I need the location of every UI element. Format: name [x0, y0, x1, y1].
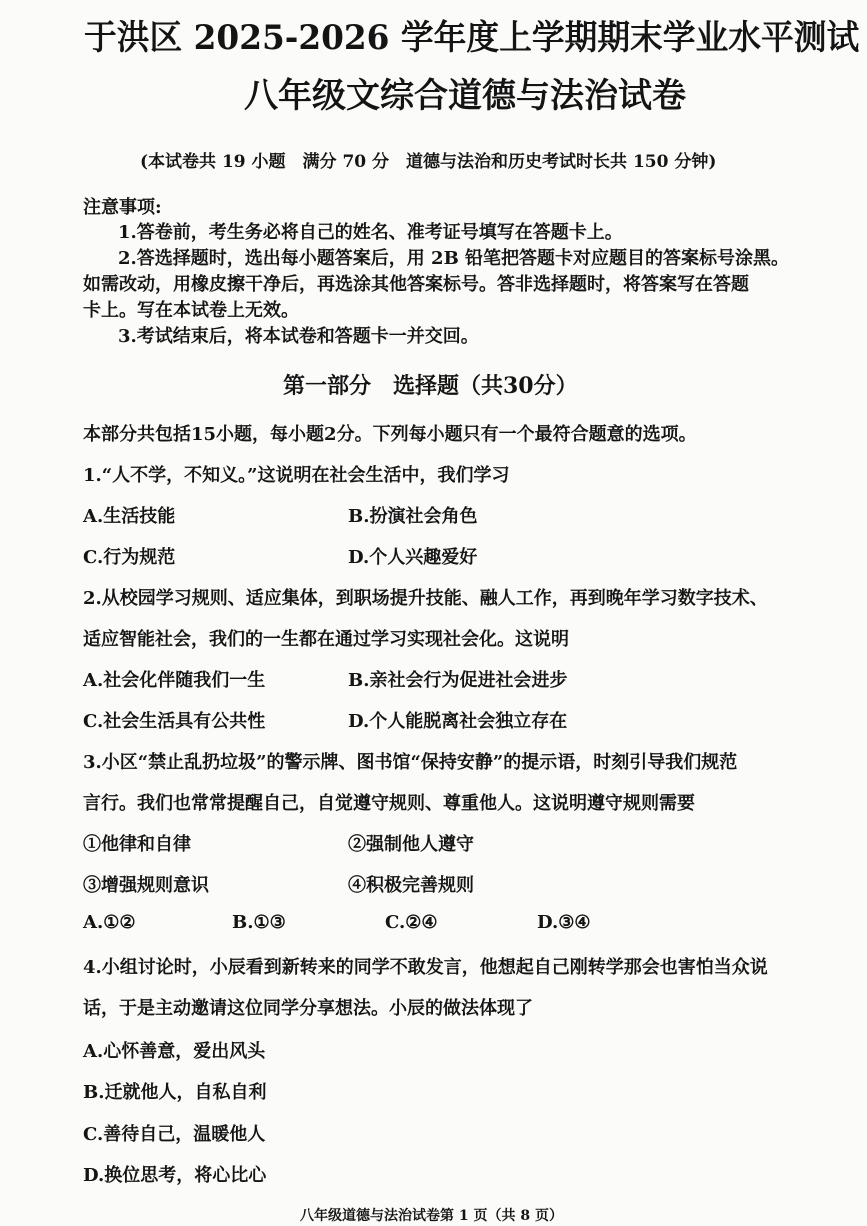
question-stem: 4.小组讨论时，小辰看到新转来的同学不敢发言，他想起自己刚转学那会也害怕当众说 [83, 957, 768, 978]
option-c: C.②④ [385, 912, 438, 933]
question-stem: 3.小区“禁止乱扔垃圾”的警示牌、图书馆“保持安静”的提示语，时刻引导我们规范 [83, 752, 738, 773]
question-stem: 适应智能社会，我们的一生都在通过学习实现社会化。这说明 [83, 629, 569, 650]
option-c: C.善待自己，温暖他人 [83, 1124, 266, 1145]
question-stem: 1.“人不学，不知义。”这说明在社会生活中，我们学习 [83, 465, 510, 486]
option-d: D.个人兴趣爱好 [348, 547, 478, 568]
statement-4: ④积极完善规则 [348, 875, 474, 896]
question-stem: 2.从校园学习规则、适应集体，到职场提升技能、融人工作，再到晚年学习数字技术、 [83, 588, 768, 609]
option-b: B.扮演社会角色 [348, 506, 478, 527]
option-d: D.③④ [537, 912, 591, 933]
exam-info: (本试卷共 19 小题 满分 70 分 道德与法治和历史考试时长共 150 分钟) [140, 152, 717, 172]
option-b: B.迁就他人，自私自利 [83, 1082, 267, 1103]
exam-subtitle: 八年级文综合道德与法治试卷 [244, 76, 686, 116]
notice-heading: 注意事项: [83, 197, 162, 218]
option-c: C.社会生活具有公共性 [83, 711, 266, 732]
notice-line: 如需改动，用橡皮擦干净后，再选涂其他答案标号。答非选择题时，将答案写在答题 [83, 274, 749, 295]
option-a: A.生活技能 [83, 506, 176, 527]
question-stem: 话，于是主动邀请这位同学分享想法。小辰的做法体现了 [83, 998, 533, 1019]
notice-line: 1.答卷前，考生务必将自己的姓名、准考证号填写在答题卡上。 [118, 222, 623, 243]
option-b: B.①③ [232, 912, 286, 933]
statement-1: ①他律和自律 [83, 834, 191, 855]
notice-line: 卡上。写在本试卷上无效。 [83, 300, 299, 321]
section-title: 第一部分 选择题（共30分） [283, 373, 578, 399]
statement-2: ②强制他人遵守 [348, 834, 474, 855]
option-a: A.①② [83, 912, 136, 933]
option-b: B.亲社会行为促进社会进步 [348, 670, 568, 691]
option-a: A.社会化伴随我们一生 [83, 670, 266, 691]
page-footer: 八年级道德与法治试卷第 1 页（共 8 页） [300, 1208, 563, 1224]
notice-line: 3.考试结束后，将本试卷和答题卡一并交回。 [118, 326, 479, 347]
option-d: D.换位思考，将心比心 [83, 1165, 267, 1186]
option-c: C.行为规范 [83, 547, 176, 568]
question-stem: 言行。我们也常常提醒自己，自觉遵守规则、尊重他人。这说明遵守规则需要 [83, 793, 695, 814]
option-d: D.个人能脱离社会独立存在 [348, 711, 568, 732]
exam-title: 于洪区 2025-2026 学年度上学期期末学业水平测试 [84, 18, 860, 58]
option-a: A.心怀善意，爱出风头 [83, 1041, 266, 1062]
section-intro: 本部分共包括15小题，每小题2分。下列每小题只有一个最符合题意的选项。 [83, 424, 697, 445]
statement-3: ③增强规则意识 [83, 875, 209, 896]
notice-line: 2.答选择题时，选出每小题答案后，用 2B 铅笔把答题卡对应题目的答案标号涂黑。 [118, 248, 790, 269]
